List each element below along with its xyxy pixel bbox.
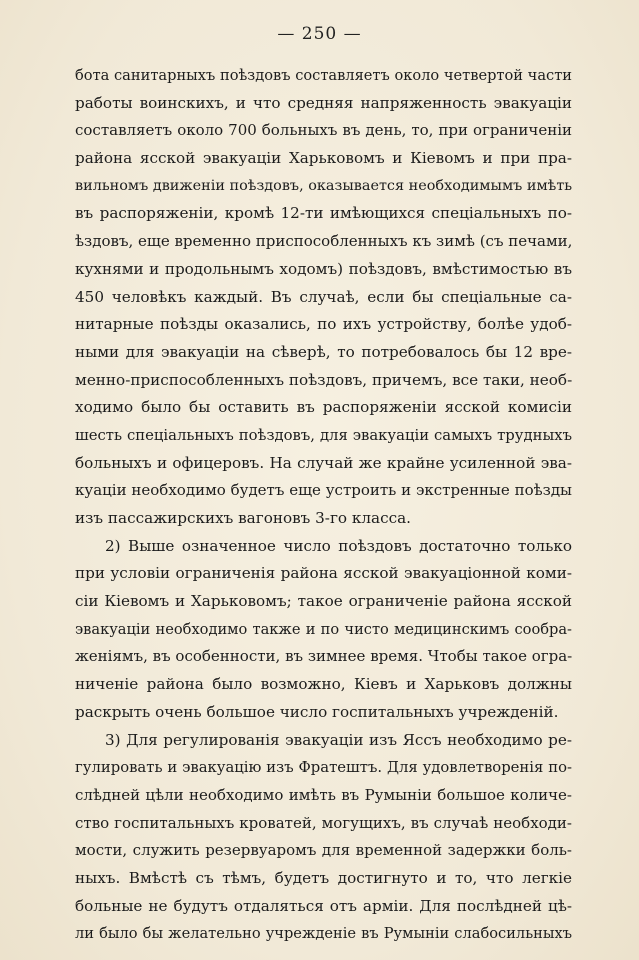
text-line: ѣздовъ, еще временно приспособленныхъ къ зимѣ (съ печами, <box>75 232 572 251</box>
text-line: раскрыть очень большое число госпитальныхъ учрежденій. <box>75 702 559 721</box>
text-line: вильномъ движеніи поѣздовъ, оказывается необходимымъ имѣть <box>75 177 572 194</box>
text-line: гулировать и эвакуацію изъ Фратештъ. Для удовлетворенія по- <box>75 759 572 777</box>
text-line: женіямъ, въ особенности, въ зимнее время. Чтобы такое огра- <box>75 647 572 666</box>
text-line: бота санитарныхъ поѣздовъ составляетъ около четвертой части <box>75 67 572 84</box>
text-line: шесть спеціальныхъ поѣздовъ, для эвакуаціи самыхъ трудныхъ <box>75 426 572 444</box>
text-line: работы воинскихъ, и что средняя напряженность эвакуаціи <box>75 93 572 112</box>
text-line: ныхъ. Вмѣстѣ съ тѣмъ, будетъ достигнуто и то, что легкіе <box>75 868 572 887</box>
text-line: при условіи ограниченія района ясской эвакуаціонной коми- <box>75 564 572 583</box>
text-line: ли было бы желательно учрежденіе въ Румыніи слабосильныхъ <box>75 925 572 943</box>
text-line: района ясской эвакуаціи Харьковомъ и Кіевомъ и при пра- <box>75 149 572 168</box>
text-line: въ распоряженіи, кромѣ 12-ти имѣющихся спеціальныхъ по- <box>75 204 572 223</box>
text-line: куаціи необходимо будетъ еще устроить и экстренные поѣзды <box>75 481 572 500</box>
text-line: ными для эвакуаціи на сѣверѣ, то потребовалось бы 12 вре- <box>75 342 572 361</box>
text-line: больныхъ и офицеровъ. На случай же крайне усиленной эва- <box>75 453 572 472</box>
text-line: ство госпитальныхъ кроватей, могущихъ, въ случаѣ необходи- <box>75 813 572 832</box>
text-line: ниченіе района было возможно, Кіевъ и Харьковъ должны <box>75 675 572 694</box>
page-number: — 250 — <box>277 24 362 44</box>
text-line: составляетъ около 700 больныхъ въ день, то, при ограниченіи <box>75 121 572 140</box>
text-line: нитарные поѣзды оказались, по ихъ устройству, болѣе удоб- <box>75 315 572 334</box>
text-line: менно-приспособленныхъ поѣздовъ, причемъ, все таки, необ- <box>75 370 572 389</box>
body-text <box>75 62 572 948</box>
text-line: мости, служить резервуаромъ для временной задержки боль- <box>75 841 572 860</box>
text-line: кухнями и продольнымъ ходомъ) поѣздовъ, вмѣстимостью въ <box>75 259 572 278</box>
text-line: изъ пассажирскихъ вагоновъ 3-го класса. <box>75 509 411 527</box>
text-line: больные не будутъ отдаляться отъ арміи. Для послѣдней цѣ- <box>75 896 572 915</box>
text-line: 450 человѣкъ каждый. Въ случаѣ, если бы спеціальные са- <box>75 287 572 306</box>
text-line: 2) Выше означенное число поѣздовъ достаточно только <box>105 536 572 555</box>
text-line: эвакуаціи необходимо также и по чисто медицинскимъ сообра- <box>75 620 572 638</box>
text-line: ходимо было бы оставить въ распоряженіи ясской комисіи <box>75 398 572 417</box>
text-line: 3) Для регулированія эвакуаціи изъ Яссъ необходимо ре- <box>105 730 572 749</box>
text-line: сіи Кіевомъ и Харьковомъ; такое ограниченіе района ясской <box>75 592 572 611</box>
text-line: слѣдней цѣли необходимо имѣть въ Румыніи большое количе- <box>75 785 572 804</box>
